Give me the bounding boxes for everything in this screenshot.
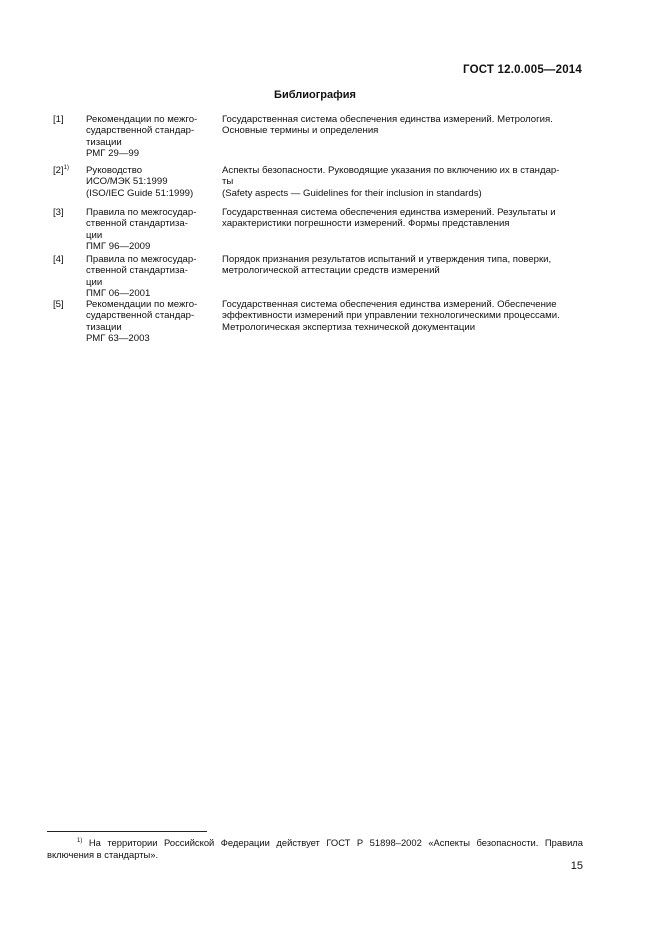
source-line: Рекомендации по межго- bbox=[86, 114, 198, 125]
source-line: ции bbox=[86, 229, 103, 241]
source-line: ственной стандартиза- bbox=[86, 218, 188, 230]
source-line: РМГ 63—2003 bbox=[86, 333, 150, 345]
description-line: Государственная система обеспечения единства измерений. Результаты и bbox=[222, 207, 556, 218]
entry-source bbox=[86, 114, 216, 160]
entry-number bbox=[53, 165, 83, 176]
footnote-text: На территории Российской Федерации действует ГОСТ Р 51898–2002 «Аспекты безопасности. Правила включения в стандарты». bbox=[47, 837, 583, 860]
page-number: 15 bbox=[570, 860, 583, 872]
entry-source bbox=[86, 207, 216, 253]
description-line: Государственная система обеспечения единства измерений. Обеспечение bbox=[222, 299, 557, 310]
source-line: ПМГ 96—2009 bbox=[86, 241, 151, 253]
source-line: ственной стандартиза- bbox=[86, 265, 188, 277]
description-line: эффективности измерений при управлении технологическими процессами. bbox=[222, 310, 560, 322]
source-line: тизации bbox=[86, 136, 122, 148]
footnote-marker: 1) bbox=[77, 838, 83, 844]
source-line: РМГ 29—99 bbox=[86, 148, 140, 160]
source-line: сударственной стандар- bbox=[86, 125, 195, 137]
description-line: Метрологическая экспертиза технической документации bbox=[222, 321, 476, 333]
source-line: Рекомендации по межго- bbox=[86, 299, 198, 310]
entry-number-label: [3] bbox=[53, 207, 64, 218]
source-line: ИСО/МЭК 51:1999 bbox=[86, 176, 168, 188]
footnote bbox=[47, 837, 583, 861]
footnote-divider bbox=[47, 831, 207, 832]
source-line: ПМГ 06—2001 bbox=[86, 288, 151, 300]
source-line: тизации bbox=[86, 321, 122, 333]
entry-number-label: [4] bbox=[53, 254, 64, 265]
entry-number bbox=[53, 207, 83, 218]
entry-number-label: [1] bbox=[53, 114, 64, 125]
entry-source bbox=[86, 165, 216, 199]
description-line: (Safety aspects — Guidelines for their inclusion in standards) bbox=[222, 187, 482, 199]
entry-description bbox=[222, 254, 577, 277]
description-line: характеристики погрешности измерений. Формы представления bbox=[222, 218, 510, 230]
description-line: ты bbox=[222, 176, 234, 188]
entry-number bbox=[53, 299, 83, 310]
description-line: Основные термины и определения bbox=[222, 125, 379, 137]
entry-source bbox=[86, 254, 216, 300]
source-line: сударственной стандар- bbox=[86, 310, 195, 322]
description-line: Аспекты безопасности. Руководящие указания по включению их в стандар- bbox=[222, 165, 560, 176]
source-line: Правила по межгосудар- bbox=[86, 254, 197, 265]
page-title: Библиография bbox=[274, 89, 356, 101]
entry-description bbox=[222, 114, 577, 137]
description-line: Порядок признания результатов испытаний и утверждения типа, поверки, bbox=[222, 254, 552, 265]
entry-number-label: [5] bbox=[53, 299, 64, 310]
document-code: ГОСТ 12.0.005—2014 bbox=[463, 64, 582, 76]
entry-description bbox=[222, 165, 577, 199]
entry-description bbox=[222, 207, 577, 230]
source-line: (ISO/IEC Guide 51:1999) bbox=[86, 187, 194, 199]
source-line: Руководство bbox=[86, 165, 143, 176]
entry-description bbox=[222, 299, 577, 333]
entry-number-label: [2] bbox=[53, 165, 64, 176]
entry-number bbox=[53, 254, 83, 265]
footnote-marker: 1) bbox=[63, 165, 70, 171]
description-line: метрологической аттестации средств измерений bbox=[222, 265, 440, 277]
description-line: Государственная система обеспечения единства измерений. Метрология. bbox=[222, 114, 553, 125]
entry-number bbox=[53, 114, 83, 125]
source-line: ции bbox=[86, 276, 103, 288]
entry-source bbox=[86, 299, 216, 345]
source-line: Правила по межгосудар- bbox=[86, 207, 197, 218]
